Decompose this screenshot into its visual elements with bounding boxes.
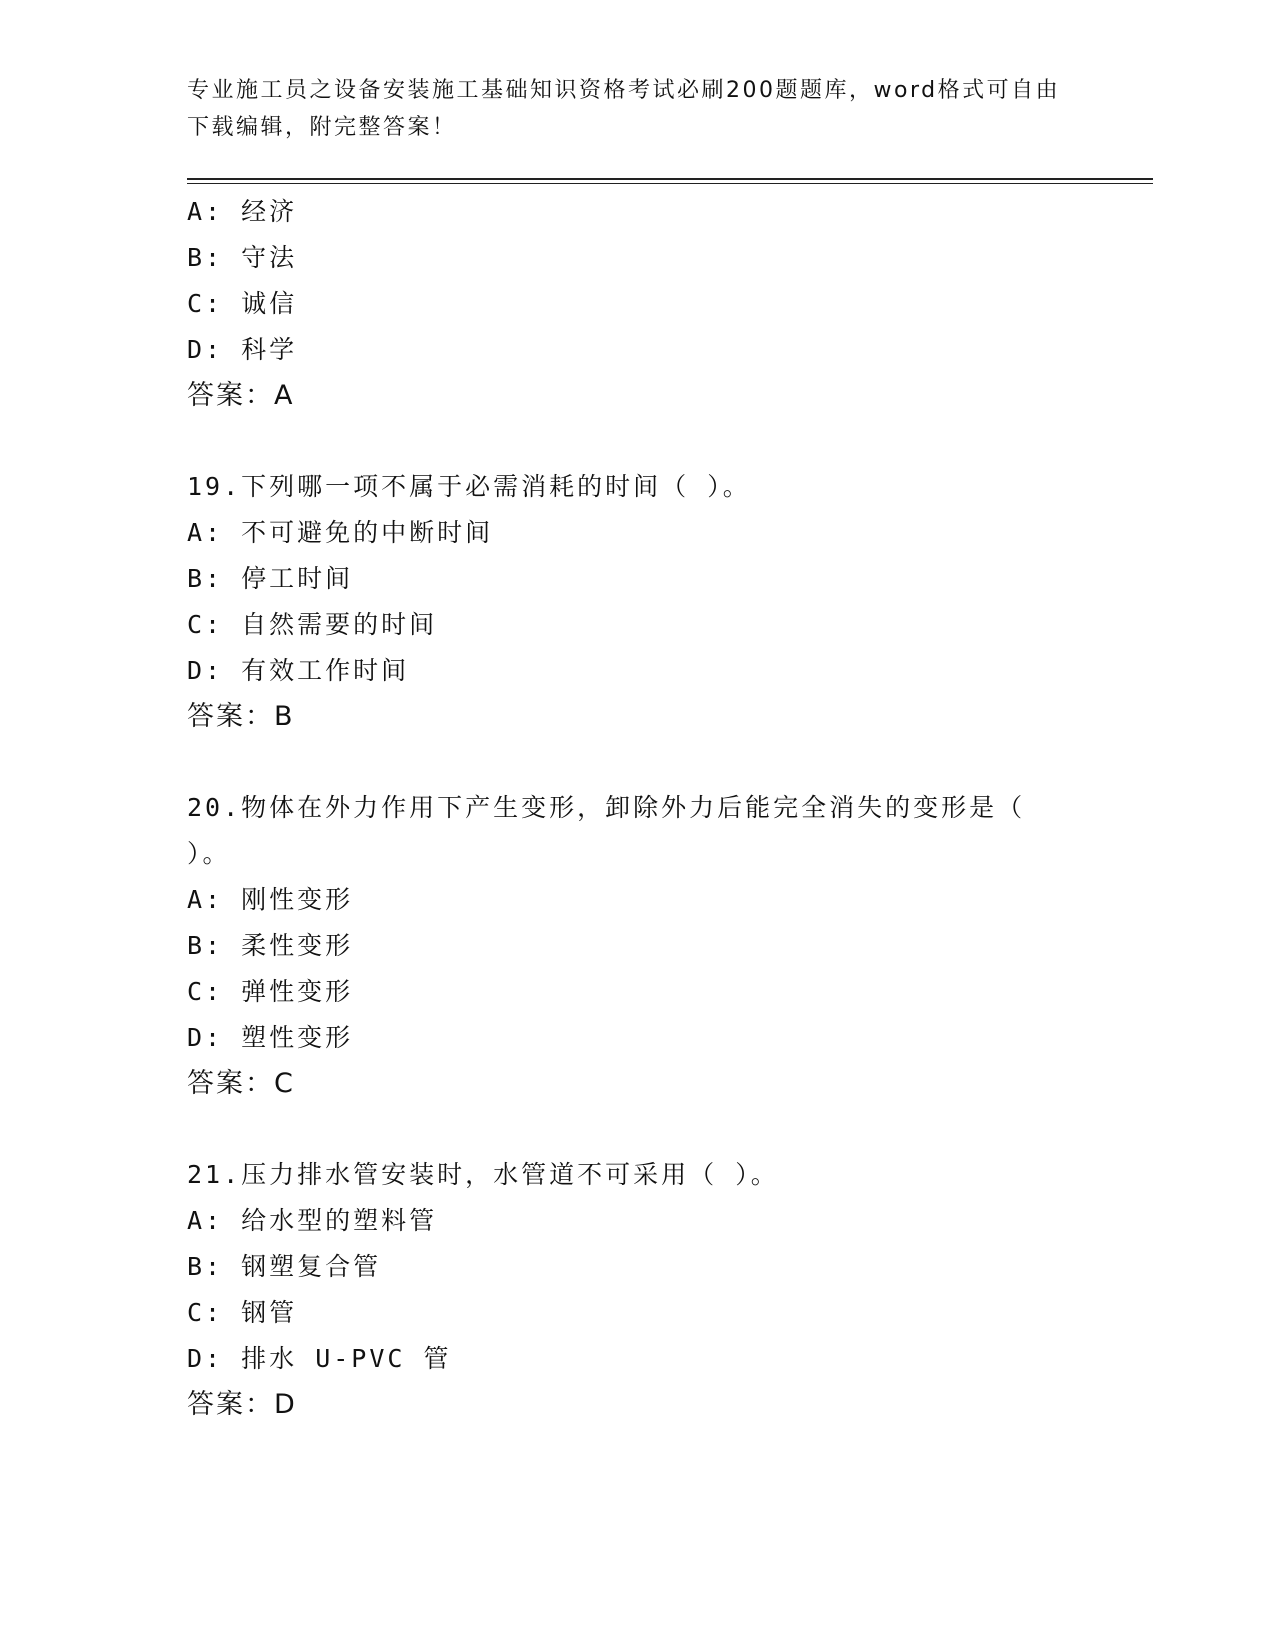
header-line-2: 下载编辑，附完整答案！ bbox=[187, 115, 457, 140]
header-divider-thin bbox=[187, 183, 1153, 184]
header-divider bbox=[187, 178, 1153, 180]
question-stem-continued: ）。 bbox=[187, 839, 231, 868]
option-d: D: 排水 U-PVC 管 bbox=[187, 1344, 452, 1373]
option-b: B: 钢塑复合管 bbox=[187, 1252, 382, 1281]
option-b: B: 柔性变形 bbox=[187, 931, 354, 960]
option-c: C: 弹性变形 bbox=[187, 977, 354, 1006]
option-b: B: 停工时间 bbox=[187, 564, 354, 593]
option-c: C: 诚信 bbox=[187, 289, 298, 318]
option-d: D: 有效工作时间 bbox=[187, 656, 410, 685]
question-19 bbox=[187, 464, 1087, 740]
question-20 bbox=[187, 785, 1087, 1107]
answer: 答案：B bbox=[187, 701, 295, 732]
question-stem: 19.下列哪一项不属于必需消耗的时间（ ）。 bbox=[187, 472, 751, 501]
question-21 bbox=[187, 1152, 1087, 1428]
document-header bbox=[187, 72, 1087, 146]
question-stem: 20.物体在外力作用下产生变形，卸除外力后能完全消失的变形是（ bbox=[187, 793, 1026, 822]
option-b: B: 守法 bbox=[187, 243, 298, 272]
answer: 答案：D bbox=[187, 1389, 297, 1420]
question-18-continued bbox=[187, 189, 1087, 419]
option-c: C: 自然需要的时间 bbox=[187, 610, 438, 639]
option-d: D: 塑性变形 bbox=[187, 1023, 354, 1052]
answer: 答案：A bbox=[187, 380, 295, 411]
question-list bbox=[187, 189, 1087, 1428]
option-a: A: 经济 bbox=[187, 197, 298, 226]
option-c: C: 钢管 bbox=[187, 1298, 298, 1327]
question-stem: 21.压力排水管安装时，水管道不可采用（ ）。 bbox=[187, 1160, 779, 1189]
option-a: A: 不可避免的中断时间 bbox=[187, 518, 494, 547]
header-line-1: 专业施工员之设备安装施工基础知识资格考试必刷200题题库，word格式可自由 bbox=[187, 78, 1061, 103]
option-a: A: 刚性变形 bbox=[187, 885, 354, 914]
answer: 答案：C bbox=[187, 1068, 295, 1099]
option-d: D: 科学 bbox=[187, 335, 298, 364]
option-a: A: 给水型的塑料管 bbox=[187, 1206, 438, 1235]
